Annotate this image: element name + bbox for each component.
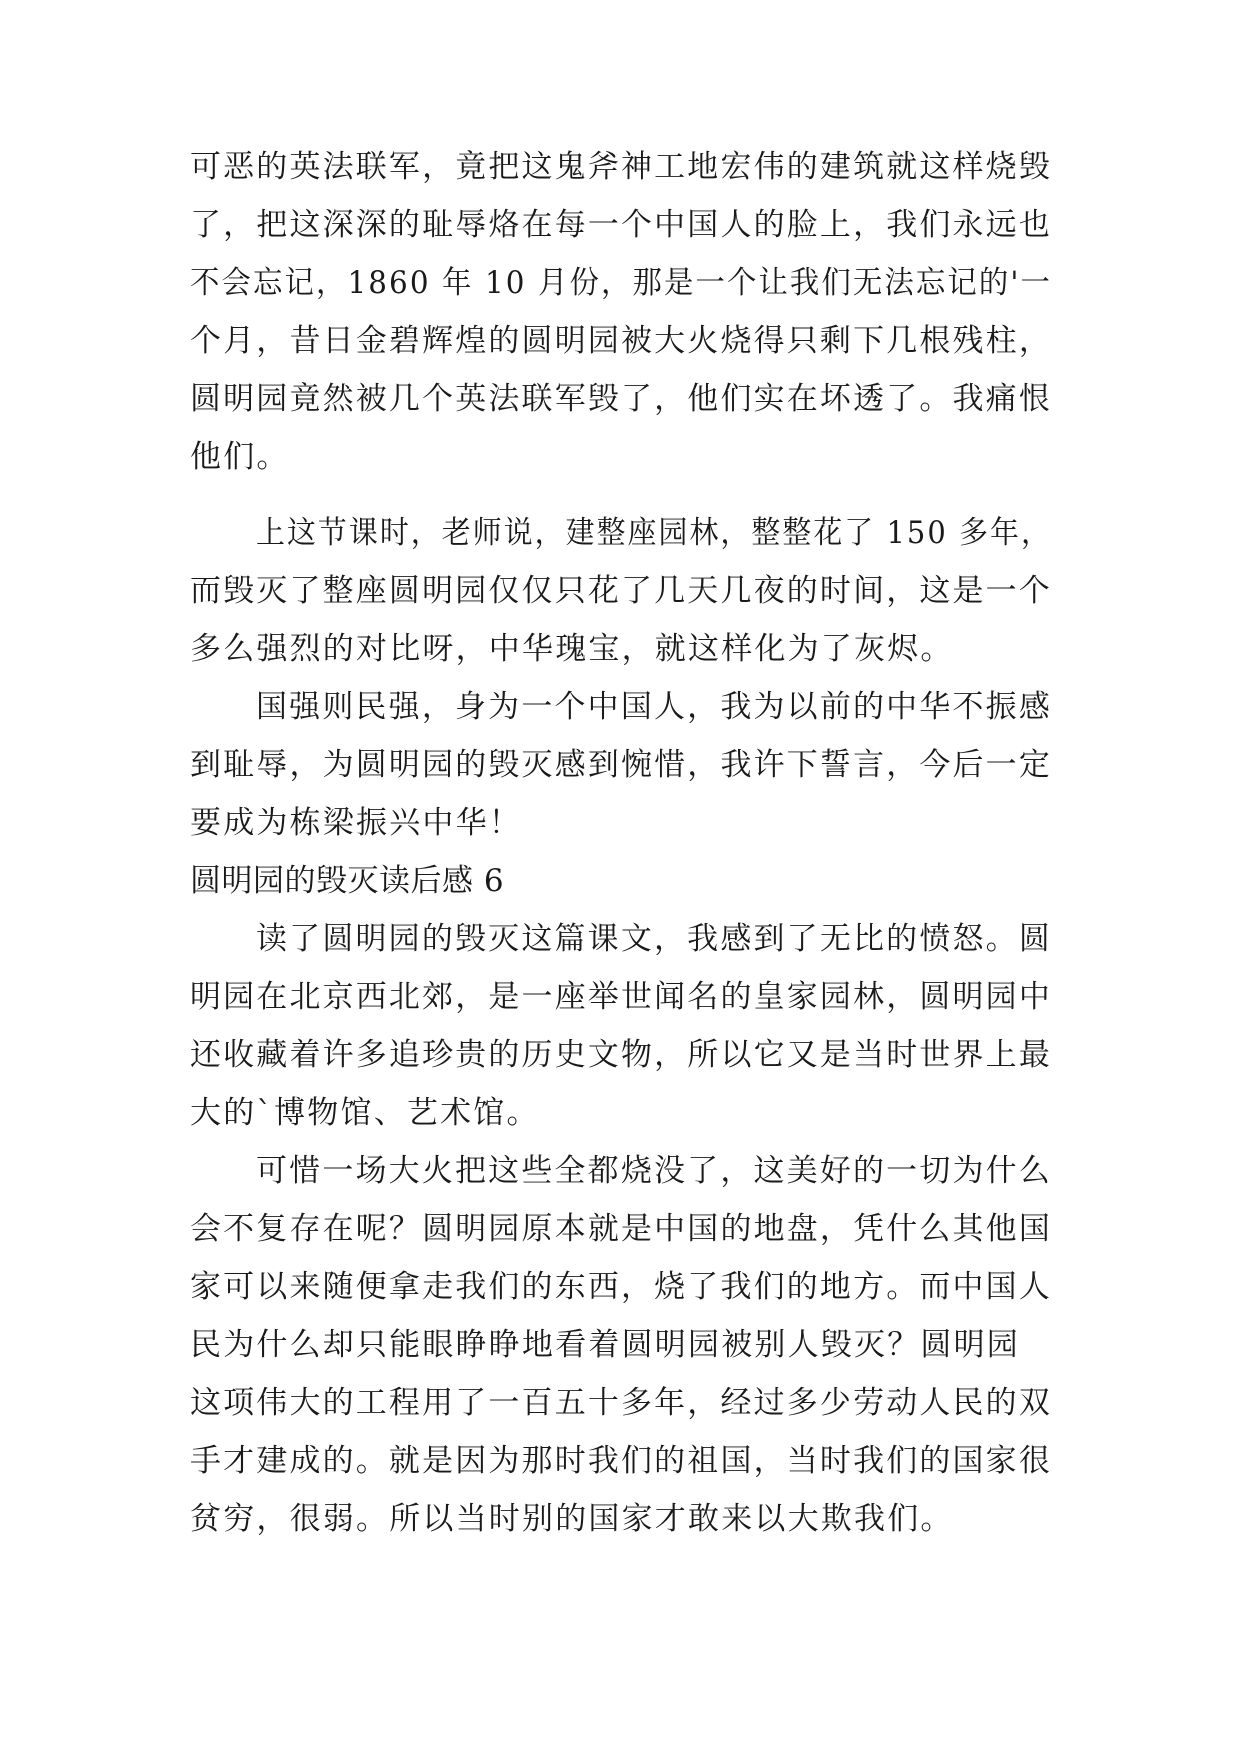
section-heading: 圆明园的毁灭读后感 6	[190, 863, 505, 899]
text-line: 到耻辱，为圆明园的毁灭感到惋惜，我许下誓言，今后一定	[190, 747, 1052, 783]
text-line: 贫穷，很弱。所以当时别的国家才敢来以大欺我们。	[190, 1501, 954, 1537]
text-line: 圆明园竟然被几个英法联军毁了，他们实在坏透了。我痛恨	[190, 381, 1052, 417]
text-line: 而毁灭了整座圆明园仅仅只花了几天几夜的时间，这是一个	[190, 573, 1052, 609]
text-line: 个月，昔日金碧辉煌的圆明园被大火烧得只剩下几根残柱，	[190, 323, 1052, 359]
text-line: 明园在北京西北郊，是一座举世闻名的皇家园林，圆明园中	[190, 979, 1052, 1015]
text-line: 民为什么却只能眼睁睁地看着圆明园被别人毁灭？圆明园	[190, 1327, 1020, 1363]
text-line: 这项伟大的工程用了一百五十多年，经过多少劳动人民的双	[190, 1385, 1052, 1421]
text-line: 手才建成的。就是因为那时我们的祖国，当时我们的国家很	[190, 1443, 1052, 1479]
paragraph-first-line: 可惜一场大火把这些全都烧没了，这美好的一切为什么	[256, 1153, 1053, 1189]
text-line: 大的`博物馆、艺术馆。	[190, 1095, 540, 1131]
text-line: 还收藏着许多追珍贵的历史文物，所以它又是当时世界上最	[190, 1037, 1052, 1073]
paragraph-first-line: 上这节课时，老师说，建整座园林，整整花了 150 多年，	[256, 515, 1052, 551]
text-line: 家可以来随便拿走我们的东西，烧了我们的地方。而中国人	[190, 1269, 1052, 1305]
text-line: 可恶的英法联军，竟把这鬼斧神工地宏伟的建筑就这样烧毁	[190, 149, 1052, 185]
text-line: 会不复存在呢？圆明园原本就是中国的地盘，凭什么其他国	[190, 1211, 1052, 1247]
paragraph-first-line: 读了圆明园的毁灭这篇课文，我感到了无比的愤怒。圆	[256, 921, 1053, 957]
text-line: 他们。	[190, 439, 290, 475]
paragraph-first-line: 国强则民强，身为一个中国人，我为以前的中华不振感	[256, 689, 1053, 725]
text-line: 不会忘记，1860 年 10 月份，那是一个让我们无法忘记的'一	[190, 265, 1053, 301]
text-line: 多么强烈的对比呀，中华瑰宝，就这样化为了灰烬。	[190, 631, 954, 667]
text-line: 了，把这深深的耻辱烙在每一个中国人的脸上，我们永远也	[190, 207, 1052, 243]
text-line: 要成为栋梁振兴中华！	[190, 805, 522, 841]
